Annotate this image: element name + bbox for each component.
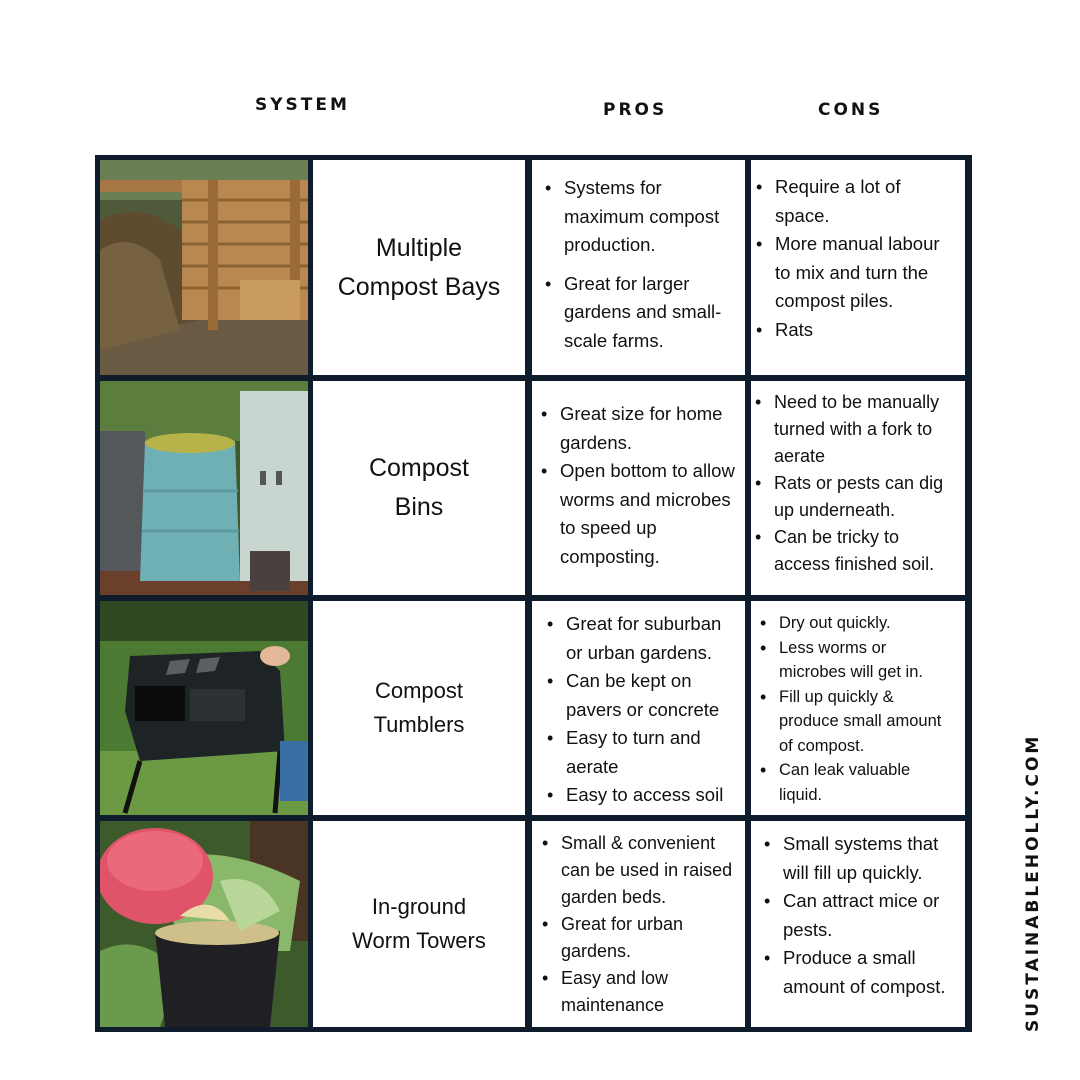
list-item: • Can leak valuable liquid. <box>759 758 957 807</box>
worm-towers-photo <box>100 821 308 1027</box>
compost-bins-photo <box>100 381 308 595</box>
header-cons: CONS <box>818 100 884 120</box>
system-name-worm-towers: In-ground Worm Towers <box>313 821 525 1027</box>
list-item: • Require a lot of space. <box>755 173 957 230</box>
list-item: • Great for suburban or urban gardens. <box>546 610 737 667</box>
list-item: • Can attract mice or pests. <box>763 887 957 944</box>
list-item: • Need to be manually turned with a fork to aerate <box>754 389 957 470</box>
pros-compost-tumblers <box>532 601 745 815</box>
pros-compost-bins <box>532 381 745 595</box>
list-item: • Less worms or microbes will get in. <box>759 636 957 685</box>
list-item: • Great size for home gardens. <box>540 400 737 457</box>
list-item: • Great for urban gardens. <box>541 911 737 965</box>
compost-tumblers-photo <box>100 601 308 815</box>
compost-bays-photo <box>100 160 308 375</box>
list-item: • Easy and low maintenance <box>541 965 737 1019</box>
header-system: SYSTEM <box>255 95 350 115</box>
list-item: • Small systems that will fill up quickly. <box>763 830 957 887</box>
list-item: • Easy to turn and aerate <box>546 724 737 781</box>
list-item: • Open bottom to allow worms and microbes to speed up composting. <box>540 457 737 571</box>
list-item: • Produce a small amount of compost. <box>763 944 957 1001</box>
list-item: • Rats <box>755 316 957 345</box>
list-item: • Great for larger gardens and small-scale farms. <box>544 270 737 356</box>
list-item: • Systems for maximum compost production. <box>544 174 737 260</box>
cons-compost-bins <box>751 381 965 595</box>
list-item: • Rats or pests can dig up underneath. <box>754 470 957 524</box>
system-name-compost-tumblers: Compost Tumblers <box>313 601 525 815</box>
cons-worm-towers <box>751 821 965 1027</box>
pros-compost-bays <box>532 160 745 375</box>
comparison-table <box>95 155 972 1032</box>
system-name-compost-bays: Multiple Compost Bays <box>313 160 525 375</box>
list-item: • Can be kept on pavers or concrete <box>546 667 737 724</box>
list-item: • Small & convenient can be used in raised garden beds. <box>541 830 737 911</box>
list-item: • More manual labour to mix and turn the compost piles. <box>755 230 957 316</box>
list-item: • Dry out quickly. <box>759 611 957 636</box>
list-item: • Easy to access soil <box>546 781 737 810</box>
pros-worm-towers <box>532 821 745 1027</box>
cons-compost-tumblers <box>751 601 965 815</box>
list-item: • Can be tricky to access finished soil. <box>754 524 957 578</box>
system-name-compost-bins: Compost Bins <box>313 381 525 595</box>
website-credit: SUSTAINABLEHOLLY.COM <box>1023 733 1043 1032</box>
cons-compost-bays <box>751 160 965 375</box>
header-pros: PROS <box>603 100 668 120</box>
list-item: • Fill up quickly & produce small amount of compost. <box>759 685 957 759</box>
